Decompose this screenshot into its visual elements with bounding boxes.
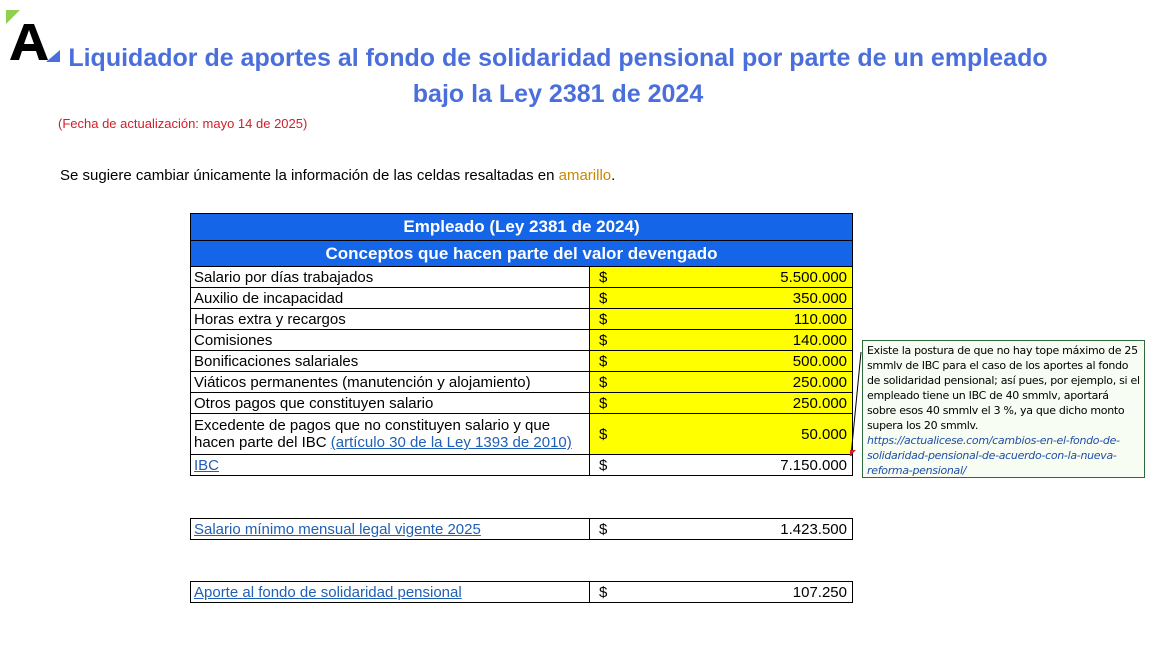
table-row [191, 351, 853, 372]
row-label: Viáticos permanentes (manutención y alojamiento) [191, 372, 590, 393]
smmlv-value-cell: $ 1.423.500 [590, 519, 853, 540]
row-label: Bonificaciones salariales [191, 351, 590, 372]
aporte-table [190, 581, 853, 603]
table-row [191, 372, 853, 393]
table-row [191, 393, 853, 414]
page-title: Liquidador de aportes al fondo de solidaridad pensional por parte de un empleado bajo la Ley 2381 de 2024 [68, 44, 1048, 108]
row-value-cell[interactable]: $ 50.000 [590, 414, 853, 455]
row-label: Auxilio de incapacidad [191, 288, 590, 309]
row-value: 50.000 [801, 425, 848, 443]
row-value: 250.000 [792, 373, 848, 391]
row-value: 250.000 [792, 394, 848, 412]
instructions-text: Se sugiere cambiar únicamente la información de las celdas resaltadas en [60, 167, 559, 184]
table-row [191, 414, 853, 455]
instructions [60, 167, 615, 184]
row-value-cell[interactable]: $ 500.000 [590, 351, 853, 372]
table-row [191, 330, 853, 351]
row-value: 500.000 [792, 352, 848, 370]
update-date: (Fecha de actualización: mayo 14 de 2025) [58, 116, 308, 131]
smmlv-value: 1.423.500 [780, 520, 847, 538]
table-subtitle: Conceptos que hacen parte del valor devengado [191, 241, 853, 267]
table-title: Empleado (Ley 2381 de 2024) [191, 214, 853, 241]
ibc-link[interactable]: IBC [194, 456, 220, 474]
row-value-cell[interactable]: $ 250.000 [590, 393, 853, 414]
ibc-value: 7.150.000 [780, 456, 848, 474]
row-label: Comisiones [191, 330, 590, 351]
row-value: 140.000 [792, 331, 848, 349]
aporte-label-cell [191, 582, 590, 603]
aporte-value-cell: $ 107.250 [590, 582, 853, 603]
brand-logo-icon [6, 10, 62, 70]
aporte-link[interactable]: Aporte al fondo de solidaridad pensional [194, 583, 462, 601]
cell-comment-note [862, 340, 1145, 478]
smmlv-link[interactable]: Salario mínimo mensual legal vigente 2025 [194, 520, 481, 538]
law-article-link[interactable]: (artículo 30 de la Ley 1393 de 2010) [330, 434, 572, 451]
row-label: Horas extra y recargos [191, 309, 590, 330]
comment-link[interactable]: https://actualicese.com/cambios-en-el-fondo-de-solidaridad-pensional-de-acuerdo-con-la-nueva-reforma-pensional/ [867, 434, 1120, 477]
row-label: Otros pagos que constituyen salario [191, 393, 590, 414]
table-row [191, 309, 853, 330]
comment-connector [850, 350, 862, 458]
smmlv-label-cell [191, 519, 590, 540]
aporte-value: 107.250 [792, 583, 847, 601]
instructions-suffix: . [611, 167, 616, 184]
row-value-cell[interactable]: $ 5.500.000 [590, 267, 853, 288]
row-label: Excedente de pagos que no constituyen salario y que hacen parte del IBC (artículo 30 de la Ley 1393 de 2010) [191, 414, 590, 455]
row-value-cell[interactable]: $ 250.000 [590, 372, 853, 393]
row-value-cell[interactable]: $ 140.000 [590, 330, 853, 351]
row-value-cell[interactable]: $ 110.000 [590, 309, 853, 330]
smmlv-table [190, 518, 853, 540]
row-value: 5.500.000 [780, 268, 848, 286]
table-row [191, 288, 853, 309]
ibc-row [191, 455, 853, 476]
row-label: Salario por días trabajados [191, 267, 590, 288]
row-value: 350.000 [792, 289, 848, 307]
row-value: 110.000 [793, 310, 848, 328]
concepts-table [190, 213, 853, 476]
ibc-label-cell [191, 455, 590, 476]
ibc-value-cell: $ 7.150.000 [590, 455, 853, 476]
row-value-cell[interactable]: $ 350.000 [590, 288, 853, 309]
table-row [191, 267, 853, 288]
instructions-highlight: amarillo [558, 167, 612, 184]
comment-text: Existe la postura de que no hay tope máximo de 25 smmlv de IBC para el caso de los aportes al fondo de solidaridad pensional; así pues, por ejemplo, si el empleado tiene un IBC de 40 smmlv, aportará sobre esos 40 smmlv el 3 %, ya que dicho monto supera los 20 smmlv. [867, 344, 1140, 432]
